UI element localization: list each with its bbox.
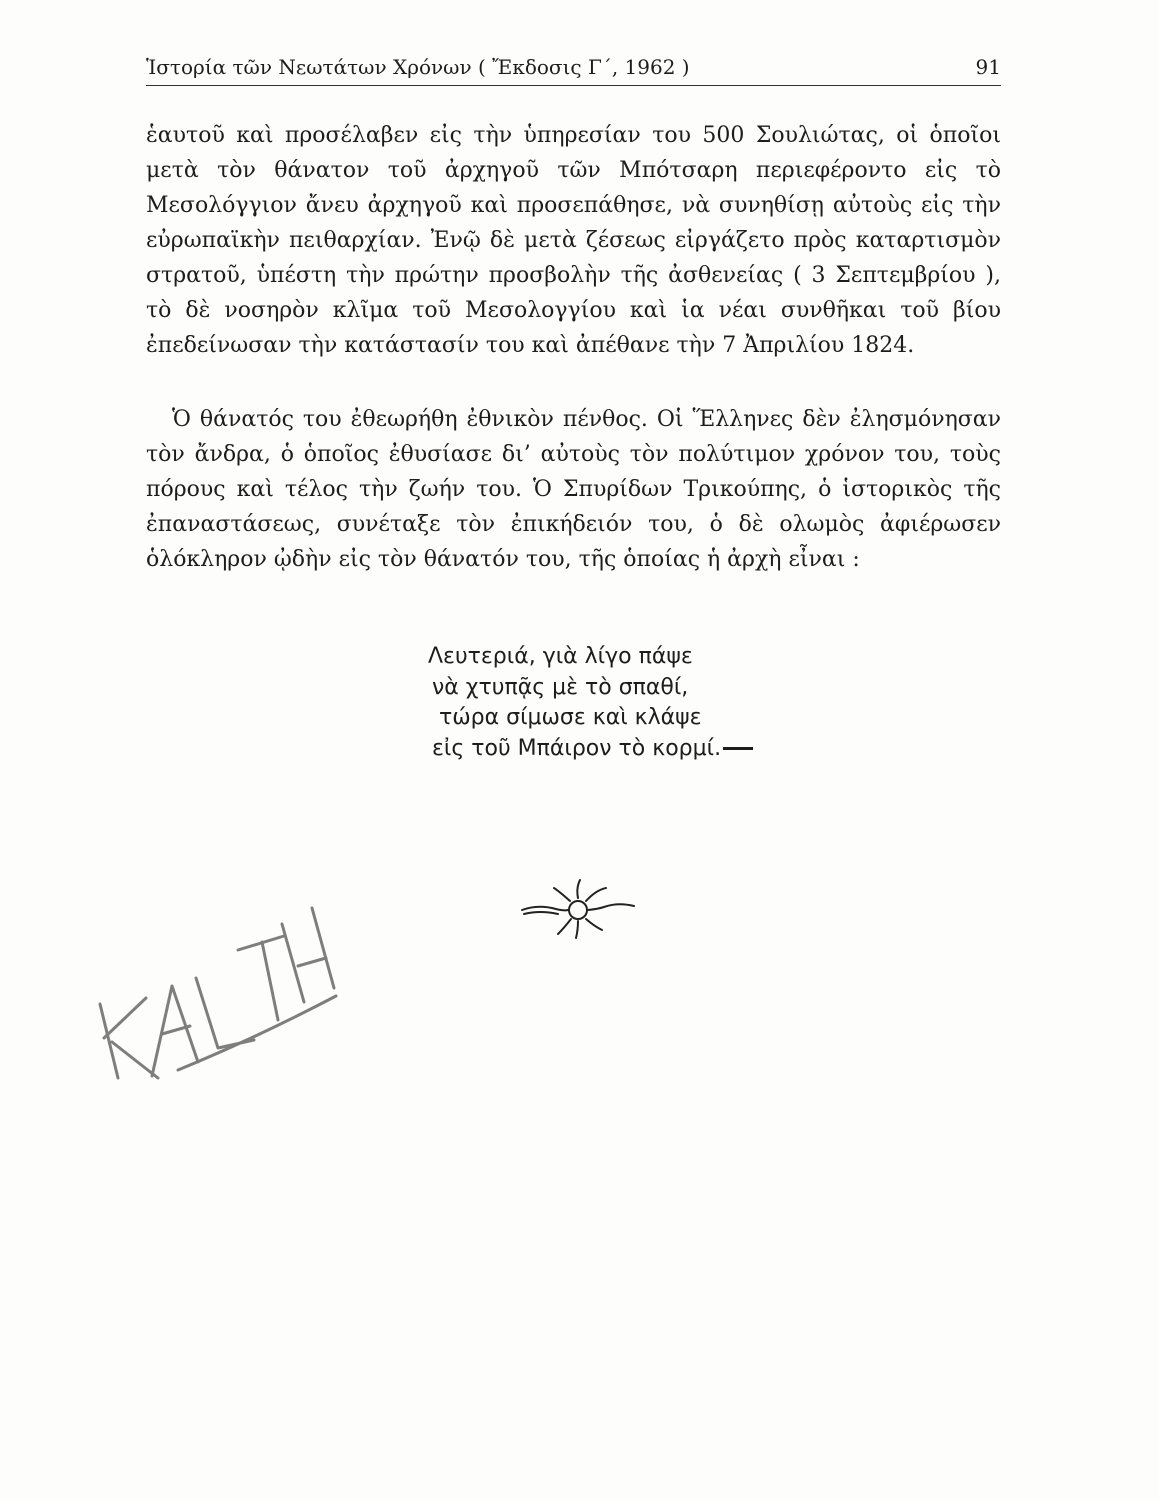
sun-ornament-icon [518, 878, 638, 944]
end-dash [723, 747, 753, 750]
paragraph-2: Ὁ θάνατός του ἐθεωρήθη ἐθνικὸν πένθος. Οἱ Ἕλληνες δὲν ἐλησμόνησαν τὸν ἄνδρα, ὁ ὁποῖος ἐθυσίασε δι’ αὐτοὺς τὸν πολύτιμον χρόνον του, τοὺς πόρους καὶ τέλος τὴν ζωήν του. Ὁ Σπυρίδων Τρικούπης, ὁ ἱστορικὸς τῆς ἐπαναστάσεως, συνέταξε τὸν ἐπικήδειόν του, ὁ δὲ ολωμὸς ἀφιέρωσεν ὁλόκληρον ᾠδὴν εἰς τὸν θάνατόν του, τῆς ὁποίας ἡ ἀρχὴ εἶναι : [146, 407, 1001, 572]
poem-line-4-text: εἰς τοῦ Μπάιρον τὸ κορμί. [432, 735, 722, 761]
poem-line-1: Λευτεριά, γιὰ λίγο πάψε [428, 644, 693, 669]
poem-line-3: τώρα σίμωσε καὶ κλάψε [439, 705, 702, 730]
running-title: Ἱστορία τῶν Νεωτάτων Χρόνων ( Ἔκδοσις Γ΄, 1962 ) [146, 55, 690, 79]
running-header [146, 46, 1001, 86]
poem [428, 642, 753, 764]
handwritten-stamp [86, 900, 346, 1094]
page-number: 91 [975, 55, 1001, 79]
poem-line-4 [428, 734, 753, 765]
paragraph-1: ἑαυτοῦ καὶ προσέλαβεν εἰς τὴν ὑπηρεσίαν του 500 Σουλιώτας, οἱ ὁποῖοι μετὰ τὸν θάνατον τοῦ ἀρχηγοῦ τῶν Μπότσαρη περιεφέροντο εἰς τὸ Μεσολόγγιον ἄνευ ἀρχηγοῦ καὶ προσεπάθησε, νὰ συνηθίσῃ αὐτοὺς εἰς τὴν εὐρωπαϊκὴν πειθαρχίαν. Ἐνῷ δὲ μετὰ ζέσεως εἰργάζετο πρὸς καταρτισμὸν στρατοῦ, ὑπέστη τὴν πρώτην προσβολὴν τῆς ἀσθενείας ( 3 Σεπτεμβρίου ), τὸ δὲ νοσηρὸν κλῖμα τοῦ Μεσολογγίου καὶ ἱα νέαι συνθῆκαι τοῦ βίου ἐπεδείνωσαν τὴν κατάστασίν του καὶ ἀπέθανε τὴν 7 Ἀπριλίου 1824. [146, 123, 1001, 358]
poem-line-2: νὰ χτυπᾷς μὲ τὸ σπαθί, [432, 674, 689, 700]
